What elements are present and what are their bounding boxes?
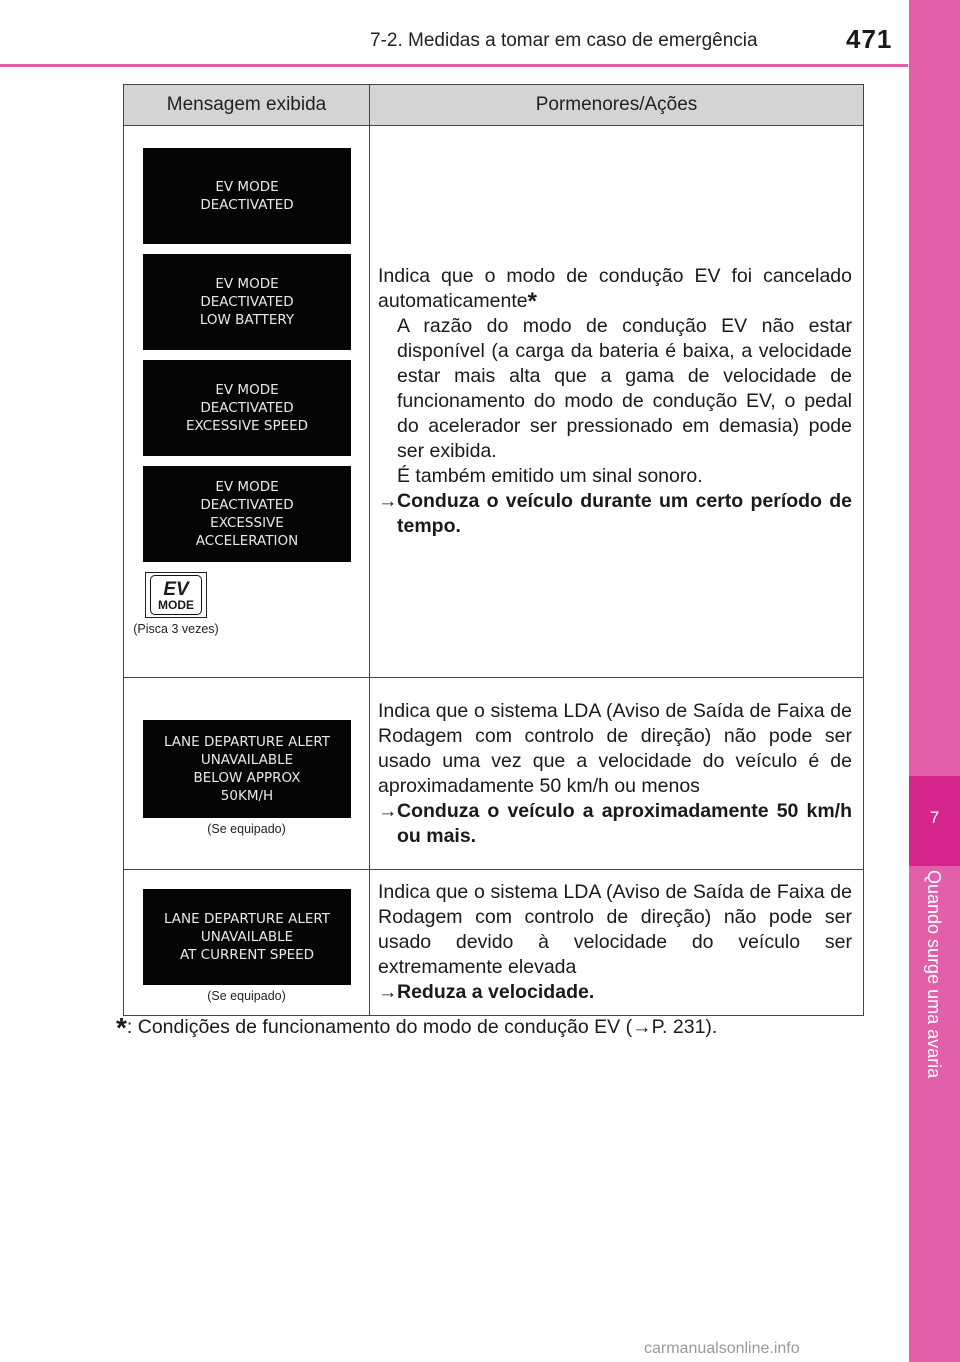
footnote-text: : Condições de funcionamento do modo de condução EV (→P. 231). (126, 1016, 718, 1038)
message-table (123, 84, 864, 1016)
display-panel-lda-current-speed (143, 889, 351, 985)
header-rule (0, 64, 908, 67)
chapter-number: 7 (929, 808, 940, 827)
display-panel-ev-deactivated (143, 148, 351, 244)
watermark: carmanualsonline.info (644, 1340, 800, 1357)
display-panel-ev-excessive-acceleration (143, 466, 351, 562)
detail-text: A razão do modo de condução EV não estar disponível (a carga da bateria é baixa, a velocidade estar mais alta que a gama de velocidade de funcionamento do modo de condução EV, o pedal do acelerador ser pressionado em demasia) pode ser exibida. (397, 315, 852, 462)
panel-line: LANE DEPARTURE ALERT (163, 910, 331, 927)
action-line (378, 489, 852, 539)
message-cell (124, 678, 370, 870)
description-text: Indica que o sistema LDA (Aviso de Saída de Faixa de Rodagem com controlo de direção) não pode ser usado uma vez que a velocidade do veículo é de aproximadamente 50 km/h ou menos (378, 699, 852, 797)
display-panel-lda-below-speed (143, 720, 351, 818)
panel-line: 50KM/H (220, 787, 274, 804)
arrow-icon: → (378, 799, 398, 822)
panel-line: DEACTIVATED (200, 197, 294, 213)
action-text: Conduza o veículo durante um certo período de tempo. (397, 490, 852, 537)
column-header-message: Mensagem exibida (124, 85, 370, 126)
panel-line: EV MODE (215, 382, 279, 398)
panel-line: DEACTIVATED (200, 294, 294, 310)
table-row (124, 678, 864, 870)
action-text: Conduza o veículo a aproximadamente 50 km/h ou mais. (397, 799, 852, 847)
display-panel-ev-excessive-speed (143, 360, 351, 456)
panel-line: EXCESSIVE (210, 515, 284, 531)
section-title: 7-2. Medidas a tomar em caso de emergência (370, 30, 758, 51)
ev-mode-icon (145, 572, 207, 618)
footnote-mark: * (527, 288, 537, 315)
icon-caption: (Pisca 3 vezes) (133, 622, 219, 636)
table-row (124, 870, 864, 1016)
message-cell (124, 870, 370, 1016)
ev-mode-icon-frame (150, 575, 202, 615)
panel-line: BELOW APPROX (193, 769, 301, 786)
details-cell (370, 126, 864, 678)
panel-line: LANE DEPARTURE ALERT (163, 733, 331, 750)
description-text: Indica que o sistema LDA (Aviso de Saída de Faixa de Rodagem com controlo de direção) não pode ser usado devido à velocidade do veículo ser extremamente elevada (378, 881, 852, 978)
action-text: Reduza a velocidade. (397, 981, 595, 1003)
panel-line: EXCESSIVE SPEED (185, 418, 309, 434)
panel-line: LOW BATTERY (199, 312, 295, 328)
panel-line: EV MODE (215, 179, 279, 195)
footnote-star: * (116, 1012, 127, 1043)
panel-line: AT CURRENT SPEED (179, 946, 315, 963)
panel-line: UNAVAILABLE (200, 751, 294, 768)
display-panel-ev-low-battery (143, 254, 351, 350)
table-row (124, 126, 864, 678)
detail-text-2: É também emitido um sinal sonoro. (397, 465, 703, 487)
panel-line: EV MODE (215, 276, 279, 292)
action-line (378, 799, 852, 849)
column-header-details: Pormenores/Ações (370, 85, 864, 126)
description (378, 264, 852, 314)
mode-icon-text: MODE (158, 597, 194, 612)
panel-caption: (Se equipado) (207, 988, 286, 1003)
message-cell (124, 126, 370, 678)
chapter-side-tab (909, 0, 960, 1362)
panel-line: DEACTIVATED (200, 497, 294, 513)
panel-line: UNAVAILABLE (200, 928, 294, 945)
panel-line: ACCELERATION (195, 533, 299, 549)
panel-line: EV MODE (215, 479, 279, 495)
chapter-title: Quando surge uma avaria (924, 870, 944, 1079)
arrow-icon: → (378, 981, 398, 1003)
panel-caption: (Se equipado) (207, 821, 286, 836)
ev-icon-text: EV (163, 578, 189, 600)
description-text: Indica que o modo de condução EV foi cancelado automaticamente (378, 265, 852, 312)
table-header-row (124, 85, 864, 126)
arrow-icon: → (378, 490, 398, 512)
footnote (116, 1012, 717, 1044)
page-number: 471 (846, 24, 893, 54)
details-cell (370, 870, 864, 1016)
panel-line: DEACTIVATED (200, 400, 294, 416)
details-cell (370, 678, 864, 870)
action-line (378, 980, 852, 1005)
